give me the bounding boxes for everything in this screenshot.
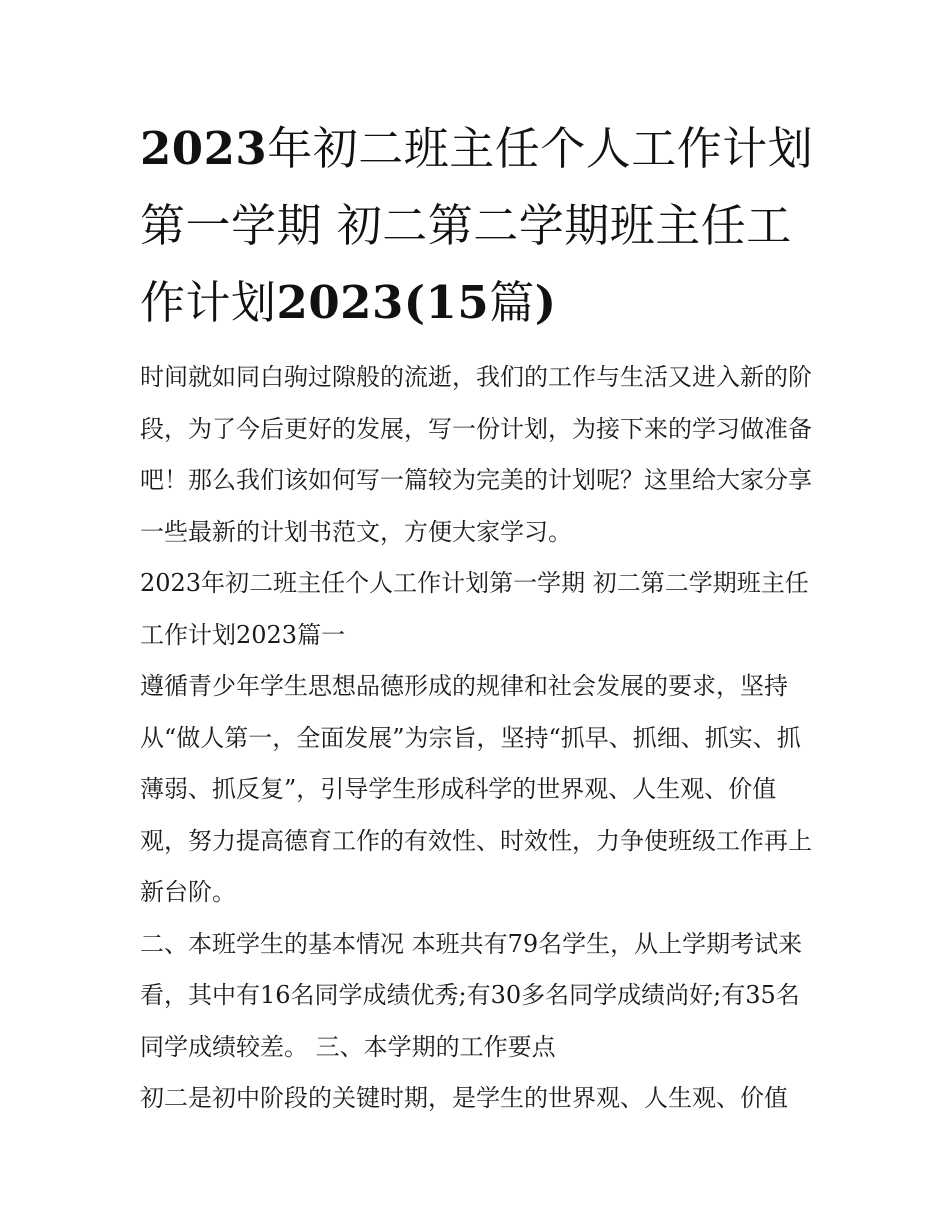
title-close: ) bbox=[534, 276, 557, 329]
title-unit: 篇 bbox=[489, 276, 535, 329]
document-title bbox=[140, 110, 820, 341]
section-heading: 2023年初二班主任个人工作计划第一学期 初二第二学期班主任工作计划2023篇一 bbox=[140, 569, 809, 649]
title-suffix: 2023(15 bbox=[276, 276, 490, 329]
title-year: 2023 bbox=[140, 122, 268, 175]
work-points-paragraph: 初二是初中阶段的关键时期，是学生的世界观、人生观、价值 bbox=[140, 1084, 788, 1112]
title-main: 年初二班主任个人工作计划第一学期 初二第二学期班主任工作计划 bbox=[140, 122, 814, 329]
guideline-paragraph: 遵循青少年学生思想品德形成的规律和社会发展的要求，坚持从“做人第一，全面发展”为宗旨，坚持“抓早、抓细、抓实、抓薄弱、抓反复”，引导学生形成科学的世界观、人生观、价值观，努力提高德育工作的有效性、时效性，力争使班级工作再上新台阶。 bbox=[140, 672, 812, 906]
class-situation-paragraph: 二、本班学生的基本情况 本班共有79名学生，从上学期考试来看，其中有16名同学成绩优秀;有30多名同学成绩尚好;有35名同学成绩较差。 三、本学期的工作要点 bbox=[140, 929, 803, 1061]
intro-paragraph: 时间就如同白驹过隙般的流逝，我们的工作与生活又进入新的阶段，为了今后更好的发展，写一份计划，为接下来的学习做准备吧！那么我们该如何写一篇较为完美的计划呢？这里给大家分享一些最新的计划书范文，方便大家学习。 bbox=[140, 363, 812, 546]
document-body bbox=[140, 352, 820, 1125]
